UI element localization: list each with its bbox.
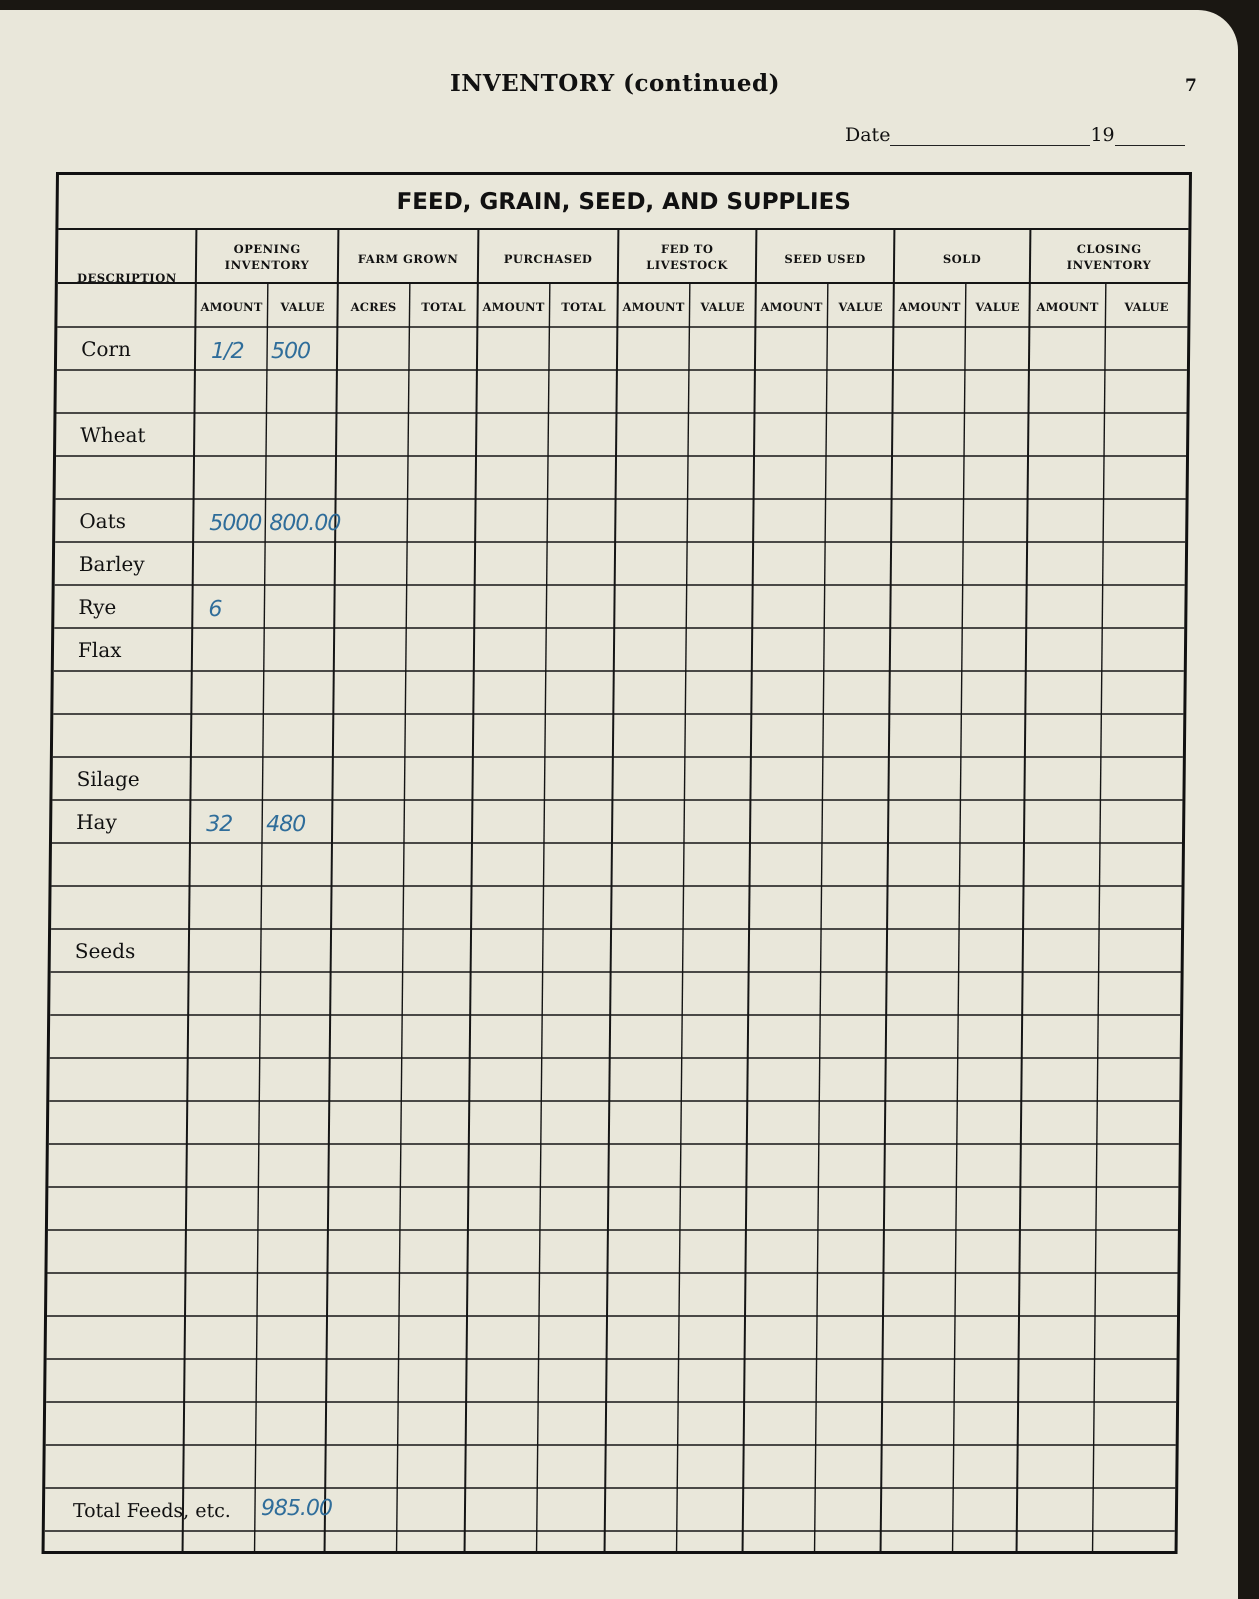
subcolumn-rule [255, 283, 268, 1551]
subcolumn-header: ACRES [350, 300, 397, 314]
row-label: Barley [78, 552, 145, 576]
subcolumn-header: VALUE [975, 300, 1020, 314]
column-rule [743, 229, 757, 1551]
column-header: CLOSING INVENTORY [1066, 242, 1152, 272]
date-blank[interactable] [890, 127, 1090, 146]
date-label: Date [845, 124, 891, 146]
form-page [0, 10, 1238, 1599]
year-prefix: 19 [1090, 124, 1115, 146]
row-label: Corn [81, 337, 132, 361]
table-grid [44, 175, 1194, 1557]
total-feeds-value[interactable]: 985.00 [260, 1496, 333, 1521]
row-label: Seeds [74, 939, 136, 963]
subcolumn-rule [397, 283, 410, 1551]
subcolumn-header: VALUE [1124, 300, 1169, 314]
subcolumn-header: AMOUNT [760, 300, 823, 314]
row-label: Wheat [80, 423, 146, 447]
column-header: SEED USED [784, 252, 866, 266]
column-header: DESCRIPTION [76, 271, 177, 285]
column-header: OPENING INVENTORY [224, 242, 310, 272]
total-feeds-label: Total Feeds, etc. [72, 1500, 231, 1522]
section-title: FEED, GRAIN, SEED, AND SUPPLIES [396, 189, 851, 215]
subcolumn-header: AMOUNT [1036, 300, 1099, 314]
row-label: Silage [76, 767, 140, 791]
row-label: Flax [77, 638, 122, 662]
row-label: Hay [76, 810, 117, 834]
column-rule [183, 229, 197, 1551]
subcolumn-rule [537, 283, 550, 1551]
column-header: FARM GROWN [357, 252, 459, 266]
subcolumn-header: AMOUNT [898, 300, 961, 314]
column-rule [325, 229, 339, 1551]
column-rule [465, 229, 479, 1551]
row-label: Oats [79, 509, 127, 533]
subcolumn-rule [677, 283, 690, 1551]
year-blank[interactable] [1115, 127, 1185, 146]
opening-amount-entry[interactable]: 6 [208, 597, 222, 622]
opening-amount-entry[interactable]: 32 [206, 812, 233, 837]
feed-grain-table [42, 172, 1192, 1554]
opening-value-entry[interactable]: 480 [266, 812, 306, 837]
page-number: 7 [1185, 76, 1197, 96]
opening-amount-entry[interactable]: 1/2 [210, 339, 244, 364]
opening-value-entry[interactable]: 500 [270, 339, 311, 364]
column-rule [1017, 229, 1031, 1551]
column-rule [605, 229, 619, 1551]
subcolumn-header: VALUE [700, 300, 745, 314]
column-header: FED TO LIVESTOCK [646, 242, 728, 272]
date-line [845, 124, 1185, 146]
row-label: Rye [78, 595, 117, 619]
subcolumn-header: TOTAL [561, 300, 606, 314]
subcolumn-header: AMOUNT [482, 300, 545, 314]
subcolumn-rule [815, 283, 828, 1551]
column-header: PURCHASED [503, 252, 593, 266]
opening-value-entry[interactable]: 800.00 [269, 511, 341, 536]
subcolumn-rule [953, 283, 966, 1551]
subcolumn-header: TOTAL [421, 300, 466, 314]
column-header: SOLD [942, 252, 982, 266]
subcolumn-header: VALUE [838, 300, 883, 314]
opening-amount-entry[interactable]: 5000 [209, 511, 262, 536]
column-rule [881, 229, 895, 1551]
subcolumn-rule [1093, 283, 1106, 1551]
subcolumn-header: AMOUNT [622, 300, 685, 314]
subcolumn-header: VALUE [280, 300, 325, 314]
page-title: INVENTORY (continued) [449, 70, 781, 97]
subcolumn-header: AMOUNT [200, 300, 263, 314]
